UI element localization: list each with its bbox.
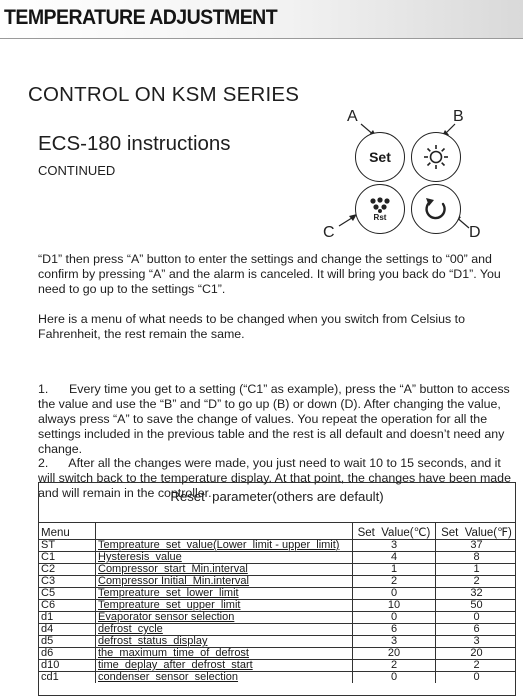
fahrenheit-value-cell: 2 xyxy=(435,660,517,671)
fahrenheit-value-cell: 50 xyxy=(435,600,517,611)
table-header-row xyxy=(39,522,515,539)
celsius-value-cell: 10 xyxy=(352,600,435,611)
page-header-title: TEMPERATURE ADJUSTMENT xyxy=(4,6,278,29)
menu-cell: C2 xyxy=(41,564,56,575)
menu-cell: C6 xyxy=(41,600,56,611)
fahrenheit-value-cell: 37 xyxy=(435,540,517,551)
fahrenheit-value-cell: 3 xyxy=(435,636,517,647)
celsius-value-cell: 0 xyxy=(352,588,435,599)
menu-cell: d4 xyxy=(41,624,54,635)
header-description xyxy=(95,523,352,540)
rst-label: Rst xyxy=(373,213,387,222)
menu-cell: d1 xyxy=(41,612,54,623)
paragraph-step-2: 2. After all the changes were made, you just need to wait 10 to 15 seconds, and it will switch back to the temperature display. At that point, the changes have been made and will remain in the controller. xyxy=(38,456,515,500)
description-cell: defrost status display xyxy=(95,636,352,647)
celsius-value-cell: 2 xyxy=(352,660,435,671)
sun-icon xyxy=(421,142,451,172)
label-a: A xyxy=(347,108,358,125)
celsius-value-cell: 1 xyxy=(352,564,435,575)
continued-label: CONTINUED xyxy=(38,163,116,178)
table-row xyxy=(39,647,515,659)
description-cell: time deplay after defrost start xyxy=(95,660,352,671)
reset-button-c[interactable] xyxy=(355,184,405,234)
description-cell: condenser sensor selection xyxy=(95,672,352,683)
series-subtitle: CONTROL ON KSM SERIES xyxy=(28,83,300,106)
celsius-value-cell: 2 xyxy=(352,576,435,587)
description-cell: Evaporator sensor selection xyxy=(95,612,352,623)
table-row xyxy=(39,599,515,611)
header-divider xyxy=(0,38,523,39)
table-caption: Reset parameter(others are default) xyxy=(170,489,384,504)
label-c: C xyxy=(323,224,335,241)
fahrenheit-value-cell: 32 xyxy=(435,588,517,599)
fahrenheit-value-cell: 8 xyxy=(435,552,517,563)
fahrenheit-value-cell: 20 xyxy=(435,648,517,659)
celsius-value-cell: 4 xyxy=(352,552,435,563)
description-cell: defrost cycle xyxy=(95,624,352,635)
controller-button-diagram xyxy=(315,104,515,246)
fahrenheit-value-cell: 6 xyxy=(435,624,517,635)
table-row xyxy=(39,551,515,563)
menu-cell: ST xyxy=(41,540,56,551)
fahrenheit-value-cell: 0 xyxy=(435,612,517,623)
label-d: D xyxy=(469,224,481,241)
description-cell: Tempreature set upper limit xyxy=(95,600,352,611)
celsius-value-cell: 0 xyxy=(352,672,435,683)
celsius-value-cell: 0 xyxy=(352,612,435,623)
pointer-lines xyxy=(315,104,515,246)
table-body xyxy=(39,522,515,683)
description-cell: Tempreature set lower limit xyxy=(95,588,352,599)
paragraph-d1: “D1” then press “A” button to enter the settings and change the settings to “00” and confirm by pressing “A” and the alarm is canceled. It will bring you back do “D1”. You need to go up to the settings “C1”. xyxy=(38,252,501,296)
description-cell: the maximum time of defrost xyxy=(95,648,352,659)
rotate-arrow-icon xyxy=(422,195,450,223)
menu-cell: C5 xyxy=(41,588,56,599)
reset-parameter-table xyxy=(38,482,516,696)
fahrenheit-value-cell: 0 xyxy=(435,672,517,683)
light-button-b[interactable] xyxy=(411,132,461,182)
description-cell: Compressor start Min.interval xyxy=(95,564,352,575)
label-b: B xyxy=(453,108,464,125)
menu-cell: C1 xyxy=(41,552,56,563)
celsius-value-cell: 3 xyxy=(352,636,435,647)
menu-cell: d10 xyxy=(41,660,60,671)
menu-cell: d5 xyxy=(41,636,54,647)
menu-cell: d6 xyxy=(41,648,54,659)
menu-cell: cd1 xyxy=(41,672,59,683)
description-cell: Tempreature set value(Lower limit - upper limit) xyxy=(95,540,352,551)
header-set-value-f: Set Value(℉) xyxy=(435,523,517,540)
paragraph-menu-intro: Here is a menu of what needs to be changed when you switch from Celsius to Fahrenheit, the rest remain the same. xyxy=(38,312,466,341)
celsius-value-cell: 3 xyxy=(352,540,435,551)
table-row xyxy=(39,611,515,623)
down-button-d[interactable] xyxy=(411,184,461,234)
table-row xyxy=(39,671,515,683)
table-row xyxy=(39,539,515,551)
table-row xyxy=(39,587,515,599)
celsius-value-cell: 6 xyxy=(352,624,435,635)
set-label: Set xyxy=(369,149,391,165)
description-cell: Compressor Initial Min.interval xyxy=(95,576,352,587)
table-row xyxy=(39,623,515,635)
set-button-a[interactable] xyxy=(355,132,405,182)
header-menu: Menu xyxy=(41,528,70,539)
celsius-value-cell: 20 xyxy=(352,648,435,659)
fahrenheit-value-cell: 1 xyxy=(435,564,517,575)
fahrenheit-value-cell: 2 xyxy=(435,576,517,587)
description-cell: Hysteresis value xyxy=(95,552,352,563)
table-row xyxy=(39,563,515,575)
table-row xyxy=(39,659,515,671)
snowflake-reset-icon xyxy=(367,196,393,214)
document-title: ECS-180 instructions xyxy=(38,132,231,155)
table-row xyxy=(39,635,515,647)
paragraph-step-1: 1. Every time you get to a setting (“C1” as example), press the “A” button to access the value and use the “B” and “D” to go up (B) or down (D). After changing the value, always press “A” to save the change of values. You repeat the operation for all the settings included in the previous table and the rest is all default and doesn’t need any change. xyxy=(38,382,514,456)
header-set-value-c: Set Value(℃) xyxy=(352,523,435,540)
menu-cell: C3 xyxy=(41,576,56,587)
table-row xyxy=(39,575,515,587)
